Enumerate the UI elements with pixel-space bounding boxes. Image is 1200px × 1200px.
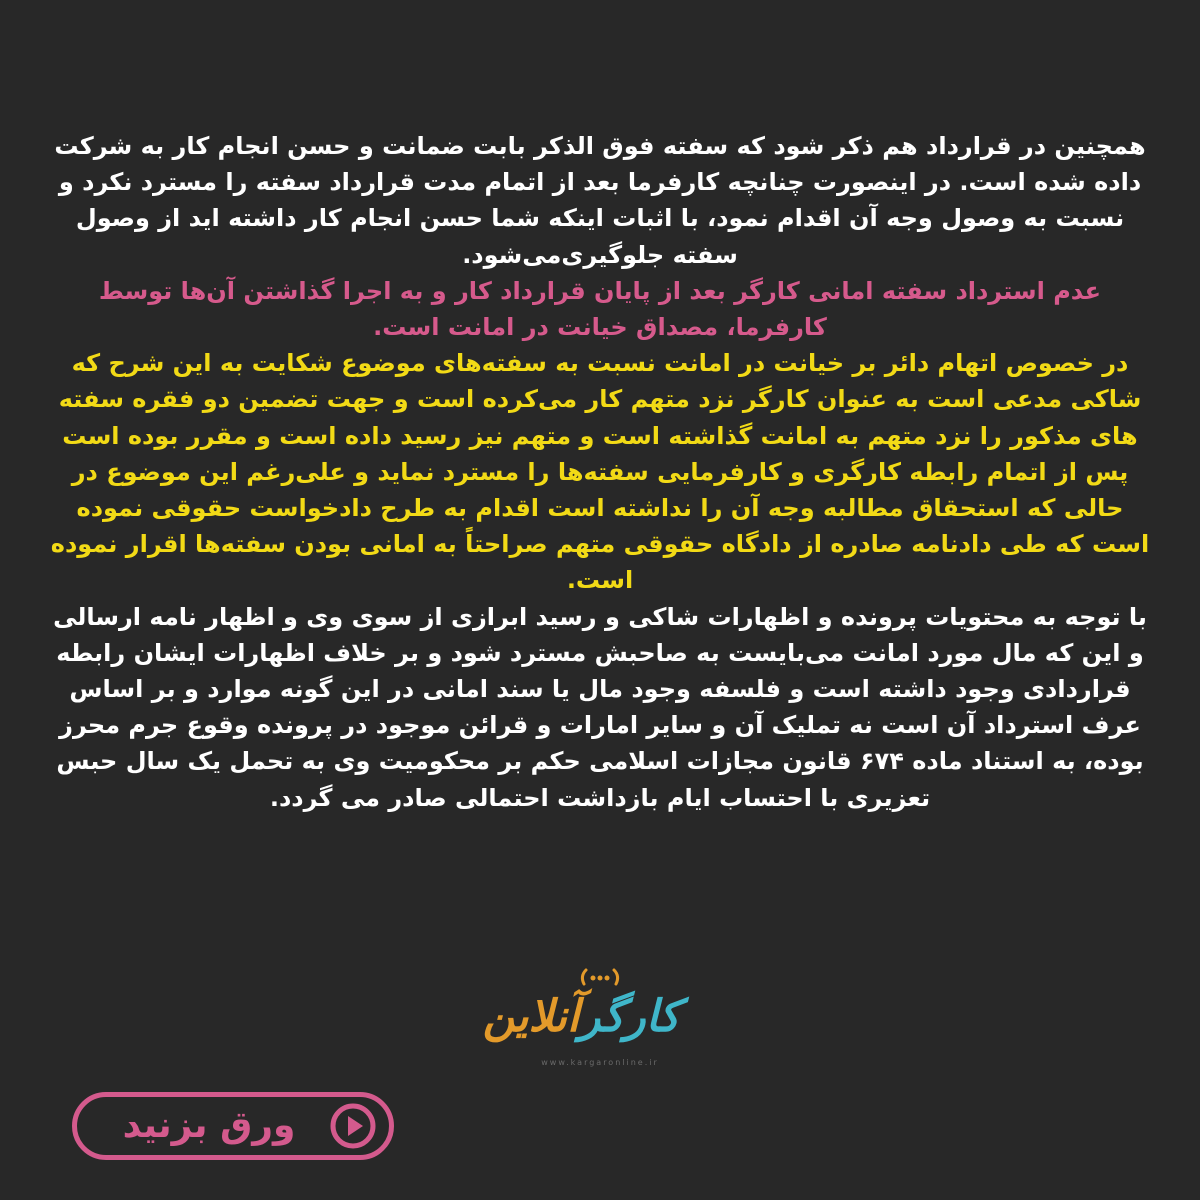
logo-wordmark bbox=[482, 986, 680, 1048]
play-circle-icon bbox=[329, 1102, 377, 1150]
article-text bbox=[50, 128, 1150, 816]
swipe-button-label: ورق بزنید bbox=[122, 1105, 296, 1146]
paragraph-case-description: در خصوص اتهام دائر بر خیانت در امانت نسبت به سفته‌های موضوع شکایت به این شرح که شاکی مدعی است به عنوان کارگر نزد متهم کار می‌کرده است و جهت تضمین دو فقره سفته های مذکور را نزد متهم به امانت گذاشته است و متهم نیز رسید داده است و مقرر بوده است پس از اتمام رابطه کارگری و کارفرمایی سفته‌ها را مسترد نماید و علی‌رغم این موضوع در حالی که استحقاق مطالبه وجه آن را نداشته است اقدام به طرح دادخواست حقوقی نموده است که طی دادنامه صادره از دادگاه حقوقی متهم صراحتاً به امانی بودن سفته‌ها اقرار نموده است. bbox=[50, 349, 1150, 595]
logo-name-part1: کارگر bbox=[579, 991, 680, 1042]
kargaronline-logo bbox=[482, 960, 680, 1085]
paragraph-highlight-breach-of-trust: عدم استرداد سفته امانی کارگر بعد از پایان قرارداد کار و به اجرا گذاشتن آن‌ها توسط کارفرما، مصداق خیانت در امانت است. bbox=[98, 276, 1102, 342]
logo-name-part2: آنلاین bbox=[482, 991, 580, 1042]
paragraph-contract-note: همچنین در قرارداد هم ذکر شود که سفته فوق الذکر بابت ضمانت و حسن انجام کار به شرکت داده شده است. در اینصورت چنانچه کارفرما بعد از اتمام مدت قرارداد سفته را مسترد نکرد و نسبت به وصول وجه آن اقدام نمود، با اثبات اینکه شما حسن انجام کار داشته اید از وصول سفته جلوگیری‌می‌شود. bbox=[54, 132, 1146, 269]
swipe-next-button[interactable] bbox=[72, 1092, 394, 1160]
logo-url: www.kargaronline.ir bbox=[541, 1058, 659, 1067]
paragraph-verdict: با توجه به محتویات پرونده و اظهارات شاکی و رسید ابرازی از سوی وی و اظهار نامه ارسالی و این که مال مورد امانت می‌بایست به صاحبش مسترد شود و بر خلاف اظهارات ایشان رابطه قراردادی وجود داشته است و فلسفه وجود مال یا سند امانی در این گونه موارد و بر اساس عرف استرداد آن است نه تملیک آن و سایر امارات و قرائن موجود در پرونده وقوع جرم محرز بوده، به استناد ماده ۶۷۴ قانون مجازات اسلامی حکم بر محکومیت وی به تحمل یک سال حبس تعزیری با احتساب ایام بازداشت احتمالی صادر می گردد. bbox=[53, 602, 1147, 812]
